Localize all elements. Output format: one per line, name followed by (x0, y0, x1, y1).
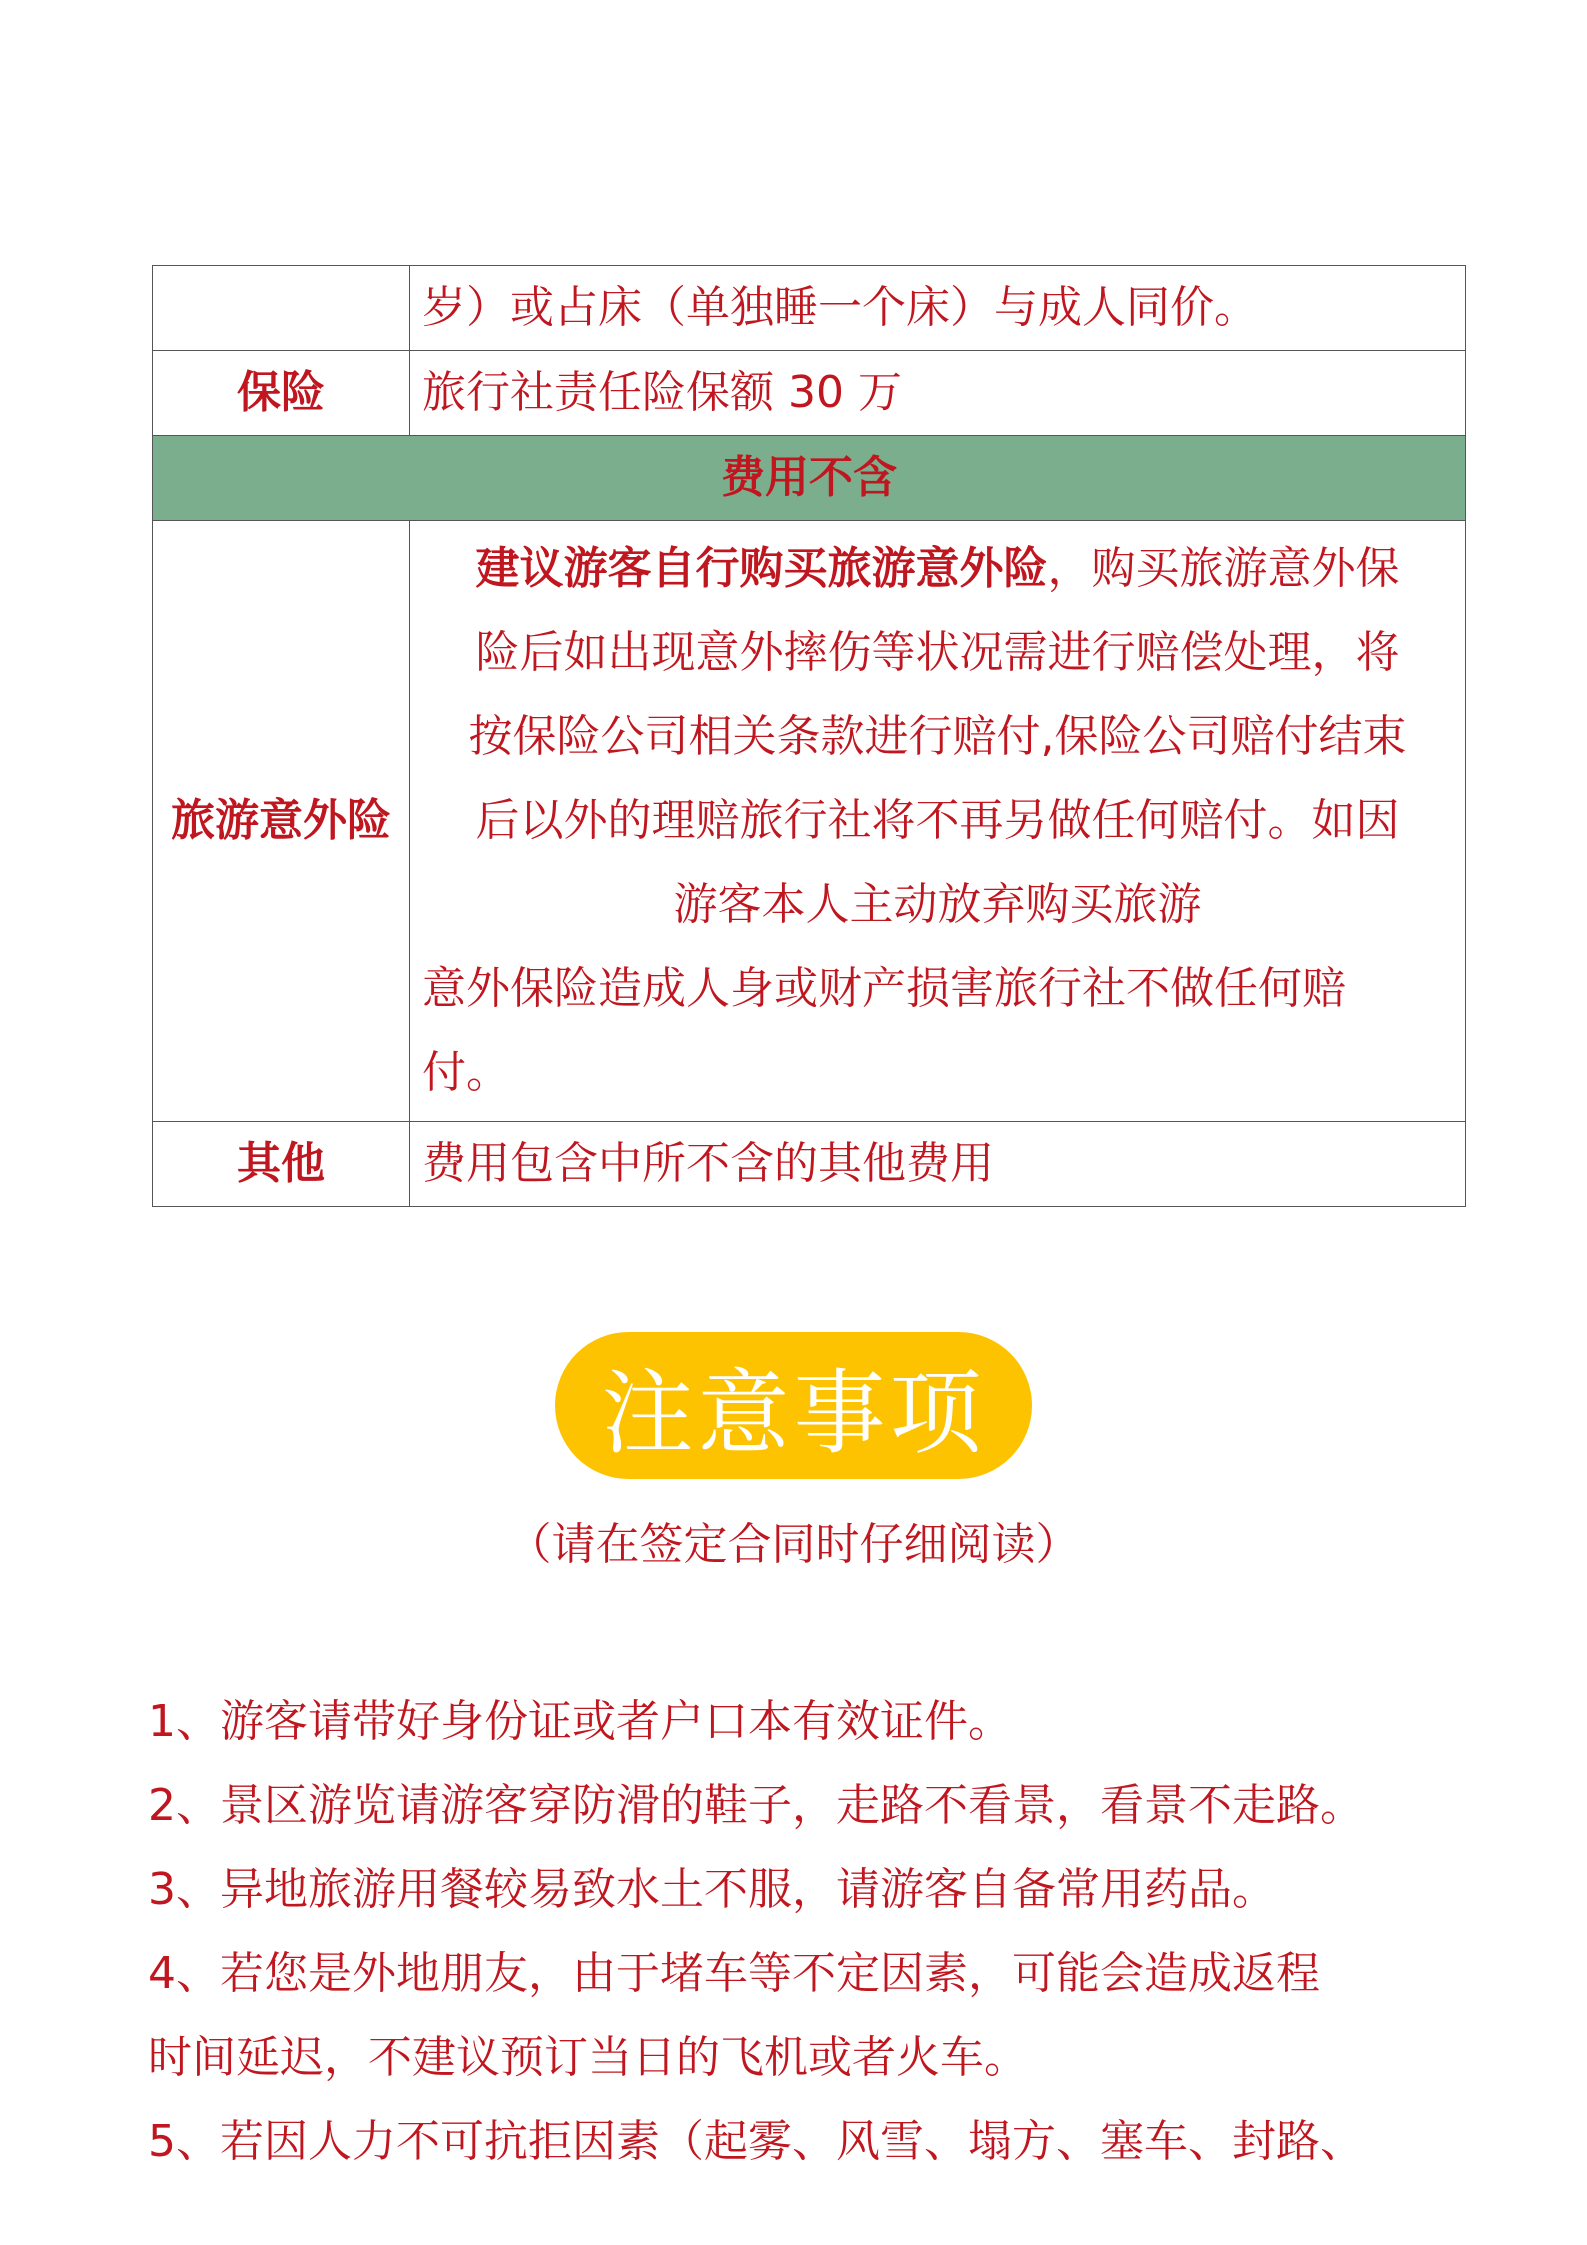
list-item: 3、异地旅游用餐较易致水土不服，请游客自备常用药品。 (148, 1864, 1276, 1915)
accident-line-4: 后以外的理赔旅行社将不再另做任何赔付。如因 (475, 795, 1400, 846)
notice-list (148, 1680, 1478, 2184)
other-label: 其他 (153, 1122, 410, 1207)
accident-line-5: 游客本人主动放弃购买旅游 (673, 879, 1202, 930)
table-row (153, 1122, 1466, 1207)
list-item: 时间延迟，不建议预订当日的飞机或者火车。 (148, 2032, 1028, 2083)
fee-table (152, 265, 1466, 1207)
notice-subtitle: （请在签定合同时仔细阅读） (507, 1519, 1080, 1570)
list-item: 5、若因人力不可抗拒因素（起雾、风雪、塌方、塞车、封路、 (148, 2116, 1364, 2167)
insurance-label: 保险 (153, 351, 410, 436)
row-text: 岁）或占床（单独睡一个床）与成人同价。 (410, 266, 1466, 351)
table-row (153, 351, 1466, 436)
accident-line-2: 险后如出现意外摔伤等状况需进行赔偿处理，将 (475, 627, 1400, 678)
accident-line-6: 意外保险造成人身或财产损害旅行社不做任何赔 (422, 963, 1346, 1014)
notice-title: 注意事项 (601, 1359, 986, 1467)
notice-title-badge (555, 1332, 1032, 1479)
section-header: 费用不含 (153, 436, 1466, 521)
accident-text (410, 521, 1466, 1122)
section-header-row (153, 436, 1466, 521)
list-item: 4、若您是外地朋友，由于堵车等不定因素，可能会造成返程 (148, 1948, 1320, 1999)
list-item: 1、游客请带好身份证或者户口本有效证件。 (148, 1696, 1012, 1747)
accident-line-7: 付。 (422, 1047, 510, 1098)
accident-lead: 建议游客自行购买旅游意外险 (475, 543, 1048, 594)
other-text: 费用包含中所不含的其他费用 (410, 1122, 1466, 1207)
table-row (153, 521, 1466, 1122)
accident-line-1-rest: ，购买旅游意外保 (1047, 543, 1400, 594)
row-label (153, 266, 410, 351)
table-row (153, 266, 1466, 351)
accident-line-1 (422, 527, 1453, 611)
insurance-text: 旅行社责任险保额 30 万 (410, 351, 1466, 436)
list-item: 2、景区游览请游客穿防滑的鞋子，走路不看景，看景不走路。 (148, 1780, 1364, 1831)
accident-line-3: 按保险公司相关条款进行赔付,保险公司赔付结束 (468, 711, 1407, 762)
accident-label: 旅游意外险 (153, 521, 410, 1122)
